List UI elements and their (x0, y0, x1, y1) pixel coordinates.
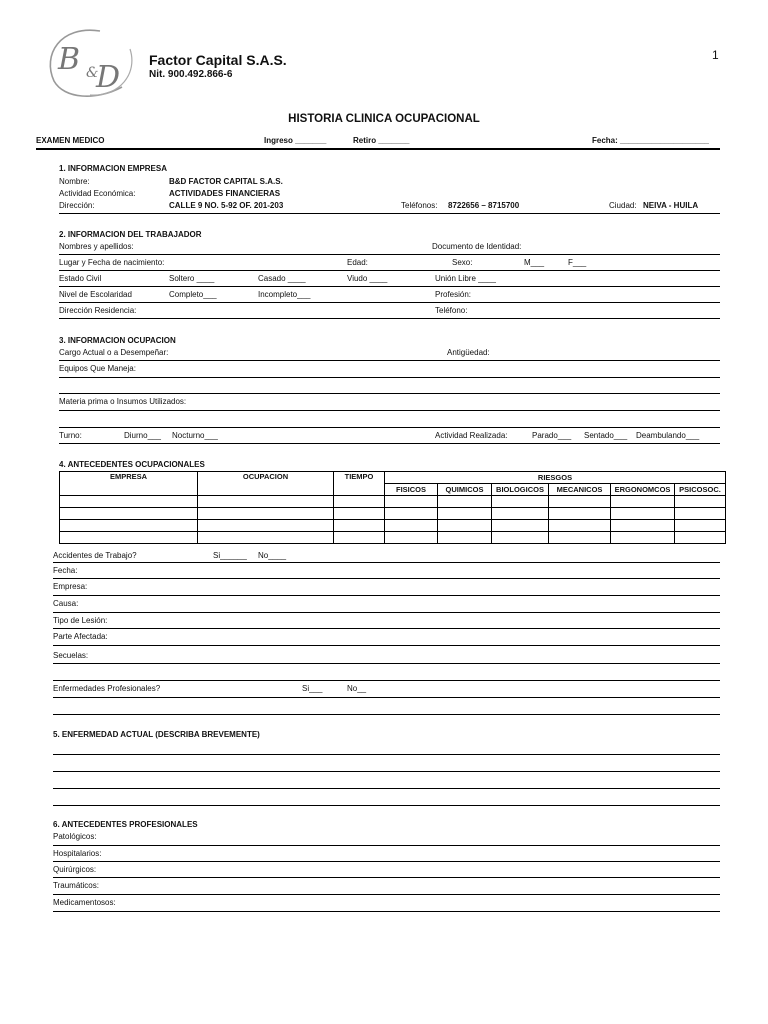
divider (53, 628, 720, 629)
divider (59, 318, 720, 319)
retiro-field[interactable]: Retiro _______ (353, 136, 410, 145)
direccion-label: Dirección: (59, 201, 95, 210)
ingreso-field[interactable]: Ingreso _______ (264, 136, 327, 145)
svg-text:B: B (58, 42, 81, 77)
actividad-realizada-label: Actividad Realizada: (435, 431, 508, 440)
divider (53, 845, 720, 846)
occupational-history-table (59, 471, 726, 544)
divider (59, 360, 720, 361)
telefonos-value: 8722656 – 8715700 (448, 201, 520, 210)
union-option[interactable]: Unión Libre ____ (435, 274, 496, 283)
divider (59, 213, 720, 214)
accidente-causa-field[interactable]: Causa: (53, 599, 79, 608)
col-fisicos: FISICOS (385, 484, 438, 496)
quirurgicos-field[interactable]: Quirúrgicos: (53, 865, 97, 874)
divider (53, 771, 720, 772)
accidente-fecha-field[interactable]: Fecha: (53, 566, 78, 575)
divider (53, 805, 720, 806)
divider (36, 148, 720, 150)
exam-label: EXAMEN MEDICO (36, 136, 105, 145)
col-riesgos: RIESGOS (385, 472, 726, 484)
divider (53, 645, 720, 646)
telefonos-label: Teléfonos: (401, 201, 438, 210)
materia-field[interactable]: Materia prima o Insumos Utilizados: (59, 397, 187, 406)
parado-option[interactable]: Parado___ (532, 431, 572, 440)
ciudad-label: Ciudad: (609, 201, 637, 210)
sentado-option[interactable]: Sentado___ (584, 431, 628, 440)
enfermedades-label: Enfermedades Profesionales? (53, 684, 161, 693)
form-title: HISTORIA CLINICA OCUPACIONAL (288, 113, 480, 125)
direccion-residencia-field[interactable]: Dirección Residencia: (59, 306, 137, 315)
parte-afectada-field[interactable]: Parte Afectada: (53, 632, 108, 641)
section5-heading: 5. ENFERMEDAD ACTUAL (DESCRIBA BREVEMENTE) (53, 730, 260, 739)
divider (59, 302, 720, 303)
accidentes-si[interactable]: Si______ (213, 551, 247, 560)
incompleto-option[interactable]: Incompleto___ (258, 290, 311, 299)
page-number: 1 (712, 48, 719, 62)
nombre-value: B&D FACTOR CAPITAL S.A.S. (169, 177, 283, 186)
fecha-field[interactable]: Fecha: ____________________ (592, 136, 709, 145)
nocturno-option[interactable]: Nocturno___ (172, 431, 218, 440)
section3-heading: 3. INFORMACION OCUPACION (59, 336, 176, 345)
secuelas-field[interactable]: Secuelas: (53, 651, 89, 660)
divider (53, 612, 720, 613)
svg-text:D: D (96, 60, 121, 95)
enfermedades-si[interactable]: Si___ (302, 684, 323, 693)
medicamentosos-field[interactable]: Medicamentosos: (53, 898, 116, 907)
divider (53, 697, 720, 698)
divider (53, 714, 720, 715)
divider (53, 663, 720, 664)
table-header-row (60, 472, 726, 484)
equipos-field[interactable]: Equipos Que Maneja: (59, 364, 136, 373)
col-empresa: EMPRESA (60, 472, 198, 496)
turno-label: Turno: (59, 431, 82, 440)
divider (53, 861, 720, 862)
deambulando-option[interactable]: Deambulando___ (636, 431, 700, 440)
col-psicosociales: PSICOSOC. (675, 484, 726, 496)
lugar-field[interactable]: Lugar y Fecha de nacimiento: (59, 258, 165, 267)
divider (53, 911, 720, 912)
divider (59, 377, 720, 378)
direccion-value: CALLE 9 NO. 5-92 OF. 201-203 (169, 201, 284, 210)
sexo-m[interactable]: M___ (524, 258, 545, 267)
casado-option[interactable]: Casado ____ (258, 274, 306, 283)
antiguedad-field[interactable]: Antigüedad: (447, 348, 490, 357)
cargo-field[interactable]: Cargo Actual o a Desempeñar: (59, 348, 169, 357)
divider (53, 754, 720, 755)
documento-field[interactable]: Documento de Identidad: (432, 242, 522, 251)
table-row[interactable] (60, 520, 726, 532)
enfermedades-no[interactable]: No__ (347, 684, 367, 693)
tipo-lesion-field[interactable]: Tipo de Lesión: (53, 616, 108, 625)
col-ocupacion: OCUPACION (198, 472, 334, 496)
ciudad-value: NEIVA - HUILA (643, 201, 699, 210)
col-mecanicos: MECANICOS (549, 484, 611, 496)
patologicos-field[interactable]: Patológicos: (53, 832, 97, 841)
svg-text:&: & (86, 65, 99, 81)
divider (53, 562, 720, 563)
divider (53, 680, 720, 681)
divider (59, 393, 720, 394)
divider (59, 254, 720, 255)
section2-heading: 2. INFORMACION DEL TRABAJADOR (59, 230, 202, 239)
divider (59, 427, 720, 428)
actividad-value: ACTIVIDADES FINANCIERAS (169, 189, 281, 198)
escolaridad-label: Nivel de Escolaridad (59, 290, 132, 299)
nombre-label: Nombre: (59, 177, 90, 186)
divider (59, 286, 720, 287)
table-row[interactable] (60, 496, 726, 508)
divider (53, 595, 720, 596)
col-biologicos: BIOLOGICOS (492, 484, 549, 496)
divider (53, 578, 720, 579)
company-nit: Nit. 900.492.866-6 (149, 69, 233, 80)
section1-heading: 1. INFORMACION EMPRESA (59, 164, 168, 173)
diurno-option[interactable]: Diurno___ (124, 431, 161, 440)
divider (53, 788, 720, 789)
section6-heading: 6. ANTECEDENTES PROFESIONALES (53, 820, 198, 829)
sexo-f[interactable]: F___ (568, 258, 587, 267)
divider (53, 877, 720, 878)
sexo-label: Sexo: (452, 258, 473, 267)
completo-option[interactable]: Completo___ (169, 290, 217, 299)
col-quimicos: QUIMICOS (438, 484, 492, 496)
viudo-option[interactable]: Viudo ____ (347, 274, 388, 283)
company-logo (40, 25, 140, 101)
estado-civil-label: Estado Civil (59, 274, 102, 283)
telefono-field[interactable]: Teléfono: (435, 306, 468, 315)
table-row[interactable] (60, 532, 726, 544)
col-tiempo: TIEMPO (334, 472, 385, 496)
nombres-field[interactable]: Nombres y apellidos: (59, 242, 134, 251)
hospitalarios-field[interactable]: Hospitalarios: (53, 849, 102, 858)
profesion-field[interactable]: Profesión: (435, 290, 472, 299)
divider (59, 443, 720, 444)
company-name: Factor Capital S.A.S. (149, 52, 287, 68)
col-ergonomicos: ERGONOMCOS (611, 484, 675, 496)
accidentes-label: Accidentes de Trabajo? (53, 551, 137, 560)
accidente-empresa-field[interactable]: Empresa: (53, 582, 88, 591)
actividad-label: Actividad Económica: (59, 189, 136, 198)
edad-field[interactable]: Edad: (347, 258, 368, 267)
traumaticos-field[interactable]: Traumáticos: (53, 881, 99, 890)
soltero-option[interactable]: Soltero ____ (169, 274, 215, 283)
divider (53, 894, 720, 895)
divider (59, 270, 720, 271)
section4-heading: 4. ANTECEDENTES OCUPACIONALES (59, 460, 205, 469)
accidentes-no[interactable]: No____ (258, 551, 287, 560)
table-row[interactable] (60, 508, 726, 520)
divider (59, 410, 720, 411)
